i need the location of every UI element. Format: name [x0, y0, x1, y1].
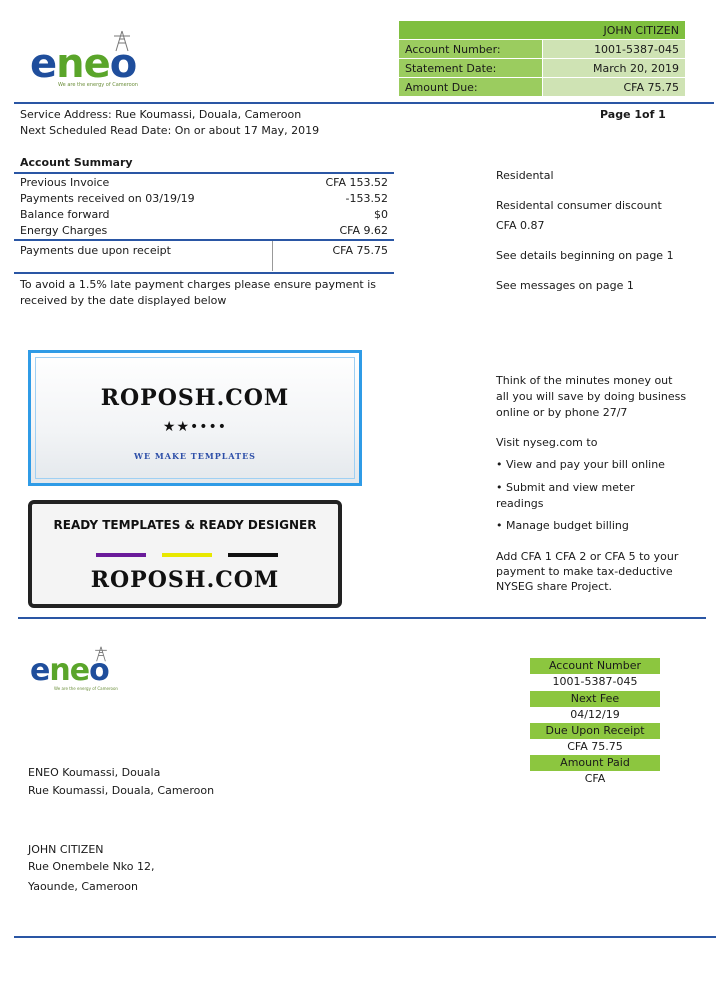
ad2-color-bar — [96, 553, 146, 557]
summary-row-value: CFA 9.62 — [339, 224, 388, 237]
ad2-brand: ROPOSH.COM — [90, 567, 280, 593]
stub-due-label: Due Upon Receipt — [530, 723, 660, 739]
remit-line1: ENEO Koumassi, Douala — [28, 766, 161, 779]
promo-add: Add CFA 1 CFA 2 or CFA 5 to your — [496, 550, 679, 563]
summary-row-label: Balance forward — [20, 208, 110, 221]
ad2-color-bar — [162, 553, 212, 557]
stub-account-label: Account Number — [530, 658, 660, 674]
promo-add: payment to make tax-deductive — [496, 565, 673, 578]
promo-bullet-cont: readings — [496, 497, 544, 510]
stub-next-fee-label: Next Fee — [530, 691, 660, 707]
customer-name-header: JOHN CITIZEN — [399, 21, 686, 40]
promo-add: NYSEG share Project. — [496, 580, 613, 593]
logo-tagline: We are the energy of Cameroon — [58, 82, 138, 88]
stub-account-value: 1001-5387-045 — [552, 675, 638, 688]
service-address: Service Address: Rue Koumassi, Douala, Cameroon — [20, 108, 302, 121]
ad-title: ROPOSH.COM — [100, 385, 290, 411]
ad-subtitle: WE MAKE TEMPLATES — [134, 451, 256, 461]
stub-due-value: CFA 75.75 — [567, 740, 623, 753]
logo-tagline: We are the energy of Cameroon — [54, 686, 118, 691]
payments-due-value: CFA 75.75 — [332, 244, 388, 257]
late-payment-note-line2: received by the date displayed below — [20, 294, 227, 307]
remit-line2: Rue Koumassi, Douala, Cameroon — [28, 784, 215, 797]
stub-divider — [18, 617, 706, 619]
promo-line: all you will save by doing business — [496, 390, 687, 403]
summary-row-label: Energy Charges — [20, 224, 108, 237]
summary-total-rule — [14, 239, 394, 241]
account-summary-title: Account Summary — [20, 156, 133, 169]
details-link: See details beginning on page 1 — [496, 249, 674, 262]
customer-street: Rue Onembele Nko 12, — [28, 860, 155, 873]
logo-wordmark: eneo — [30, 41, 137, 87]
payments-due-label: Payments due upon receipt — [20, 244, 171, 257]
eneo-logo — [30, 30, 170, 92]
statement-date-value: March 20, 2019 — [543, 59, 686, 78]
summary-row-value: $0 — [374, 208, 388, 221]
stub-paid-label: Amount Paid — [530, 755, 660, 771]
roposh-designer-ad — [28, 500, 342, 608]
promo-line: online or by phone 27/7 — [496, 406, 628, 419]
promo-bullet: • Manage budget billing — [496, 519, 629, 532]
summary-row-label: Payments received on 03/19/19 — [20, 192, 195, 205]
amount-due-value: CFA 75.75 — [543, 78, 686, 97]
promo-bullet: • View and pay your bill online — [496, 458, 665, 471]
promo-visit: Visit nyseg.com to — [496, 436, 598, 449]
summary-row-label: Previous Invoice — [20, 176, 110, 189]
eneo-logo-stub — [30, 646, 140, 696]
discount-label: Residental consumer discount — [496, 199, 662, 212]
account-number-value: 1001-5387-045 — [543, 40, 686, 59]
summary-row-value: -153.52 — [345, 192, 388, 205]
promo-line: Think of the minutes money out — [496, 374, 673, 387]
ad2-color-bar — [228, 553, 278, 557]
amount-due-label: Amount Due: — [399, 78, 543, 97]
roposh-ad-banner — [28, 350, 362, 486]
next-read-date: Next Scheduled Read Date: On or about 17 May, 2019 — [20, 124, 320, 137]
header-divider — [14, 102, 714, 104]
stub-paid-value: CFA — [584, 772, 606, 785]
statement-date-label: Statement Date: — [399, 59, 543, 78]
summary-column-divider — [272, 241, 273, 271]
late-payment-note-line1: To avoid a 1.5% late payment charges please ensure payment is — [20, 278, 377, 291]
account-type: Residental — [496, 169, 554, 182]
page-number: Page 1of 1 — [600, 108, 666, 121]
discount-value: CFA 0.87 — [496, 219, 545, 232]
messages-link: See messages on page 1 — [496, 279, 634, 292]
promo-bullet: • Submit and view meter — [496, 481, 635, 494]
customer-city: Yaounde, Cameroon — [28, 880, 138, 893]
customer-name: JOHN CITIZEN — [28, 843, 104, 856]
summary-row-value: CFA 153.52 — [325, 176, 388, 189]
stub-next-fee-value: 04/12/19 — [570, 708, 620, 721]
footer-divider — [14, 936, 716, 938]
logo-wordmark: eneo — [30, 653, 109, 688]
statement-header-table — [398, 20, 686, 97]
summary-top-rule — [14, 172, 394, 174]
ad2-title: READY TEMPLATES & READY DESIGNER — [53, 518, 317, 532]
summary-bottom-rule — [14, 272, 394, 274]
ad-stars: ★★•••• — [162, 419, 228, 435]
account-number-label: Account Number: — [399, 40, 543, 59]
